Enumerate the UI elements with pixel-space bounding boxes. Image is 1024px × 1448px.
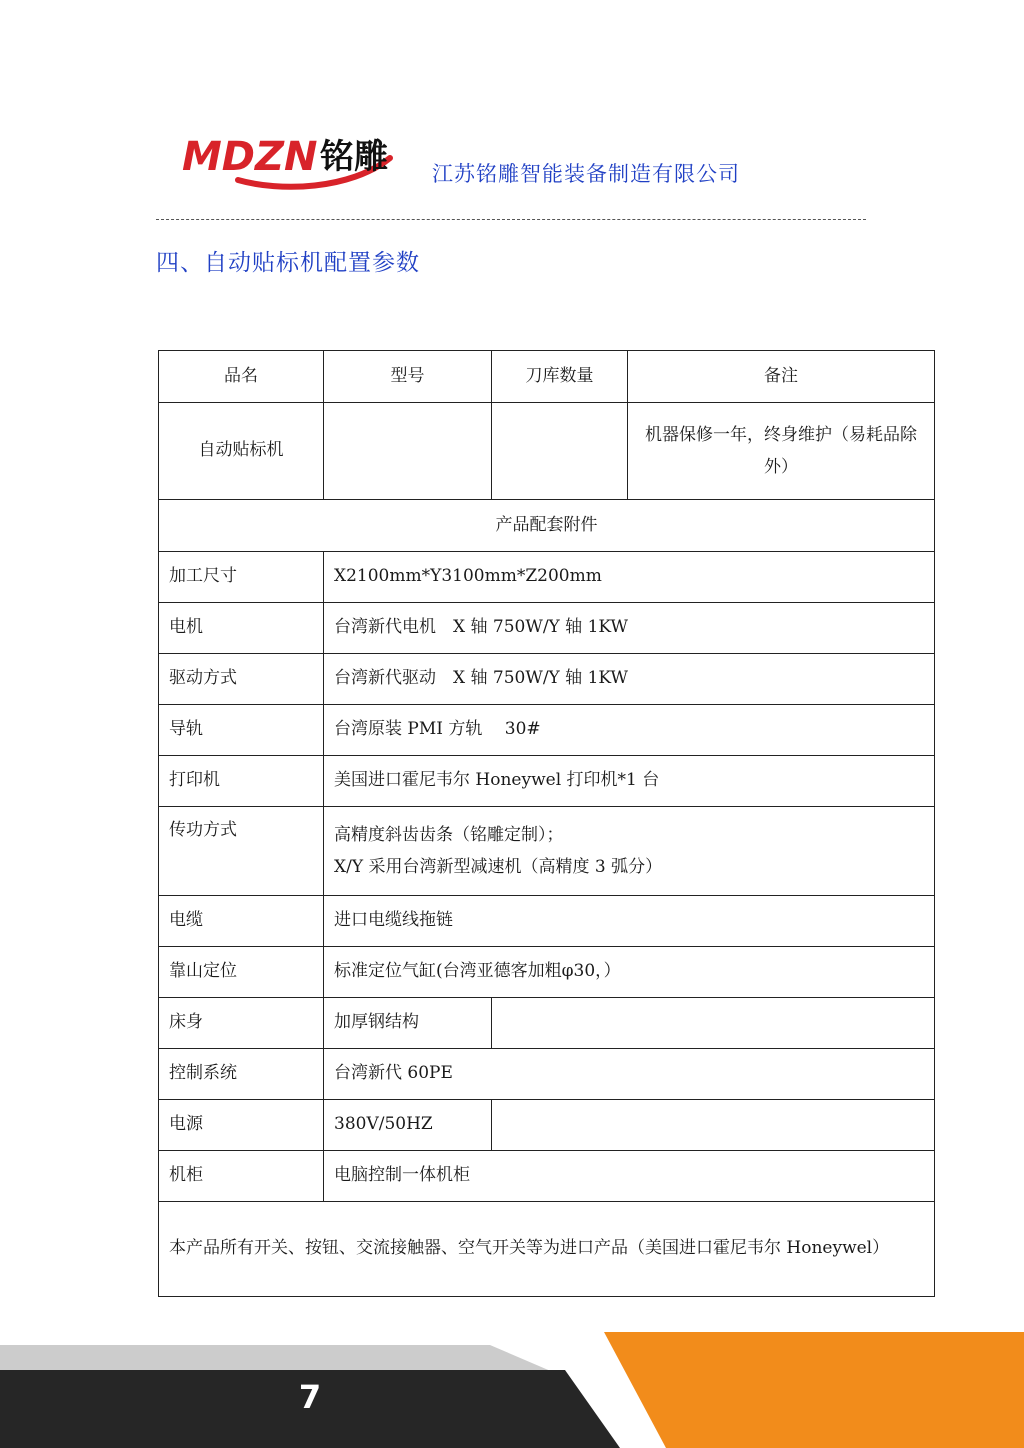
- row-label: 电机: [159, 603, 324, 654]
- row-label: 打印机: [159, 756, 324, 807]
- spec-table: [158, 350, 935, 1297]
- row-value-line: X/Y 采用台湾新型减速机（高精度 3 弧分）: [334, 857, 663, 877]
- row-value: 加厚钢结构: [324, 998, 492, 1049]
- row-value: 标准定位气缸(台湾亚德客加粗φ30，）: [324, 947, 935, 998]
- row-label: 机柜: [159, 1151, 324, 1202]
- footer-orange-bar: [604, 1332, 1024, 1448]
- table-row: [159, 552, 935, 603]
- company-logo: [180, 120, 420, 192]
- table-row: [159, 1049, 935, 1100]
- table-row: [159, 603, 935, 654]
- section-title: 四、自动贴标机配置参数: [156, 250, 420, 276]
- svg-text:铭雕: 铭雕: [320, 137, 388, 177]
- row-label: 电源: [159, 1100, 324, 1151]
- company-name: 江苏铭雕智能装备制造有限公司: [432, 162, 740, 186]
- header-model: 型号: [324, 351, 492, 403]
- table-row: [159, 998, 935, 1049]
- header-note: 备注: [628, 351, 935, 403]
- header-tool-count: 刀库数量: [492, 351, 628, 403]
- row-value: [324, 807, 935, 896]
- row-label: 靠山定位: [159, 947, 324, 998]
- row-value: 进口电缆线拖链: [324, 896, 935, 947]
- accessories-title-row: [159, 500, 935, 552]
- table-row: [159, 1151, 935, 1202]
- table-row: [159, 947, 935, 998]
- table-row: [159, 654, 935, 705]
- row-value: 台湾新代驱动 X 轴 750W/Y 轴 1KW: [324, 654, 935, 705]
- row-value: 台湾新代电机 X 轴 750W/Y 轴 1KW: [324, 603, 935, 654]
- product-name: 自动贴标机: [159, 403, 324, 500]
- row-label: 床身: [159, 998, 324, 1049]
- row-value: X2100mm*Y3100mm*Z200mm: [324, 552, 935, 603]
- table-row: [159, 705, 935, 756]
- row-value: 台湾原装 PMI 方轨 30#: [324, 705, 935, 756]
- table-row: [159, 1100, 935, 1151]
- row-label: 电缆: [159, 896, 324, 947]
- row-label: 控制系统: [159, 1049, 324, 1100]
- row-label: 加工尺寸: [159, 552, 324, 603]
- row-value: 美国进口霍尼韦尔 Honeywel 打印机*1 台: [324, 756, 935, 807]
- row-label: 传功方式: [159, 807, 324, 896]
- product-row: [159, 403, 935, 500]
- row-label: 驱动方式: [159, 654, 324, 705]
- row-empty-cell: [492, 998, 935, 1049]
- svg-text:MDZN: MDZN: [182, 134, 318, 180]
- header-name: 品名: [159, 351, 324, 403]
- footer-note: 本产品所有开关、按钮、交流接触器、空气开关等为进口产品（美国进口霍尼韦尔 Honeywel）: [159, 1202, 935, 1297]
- row-value: 电脑控制一体机柜: [324, 1151, 935, 1202]
- row-label: 导轨: [159, 705, 324, 756]
- row-value: 台湾新代 60PE: [324, 1049, 935, 1100]
- row-value: 380V/50HZ: [324, 1100, 492, 1151]
- header-divider: [156, 219, 866, 220]
- row-value-line: 高精度斜齿齿条（铭雕定制）；: [334, 824, 564, 845]
- page-number: 7: [298, 1378, 322, 1416]
- table-row: [159, 896, 935, 947]
- table-row: [159, 807, 935, 896]
- table-row: [159, 756, 935, 807]
- table-header-row: [159, 351, 935, 403]
- footer-note-row: [159, 1202, 935, 1297]
- product-note: 机器保修一年，终身维护（易耗品除外）: [628, 403, 935, 500]
- accessories-title: 产品配套附件: [159, 500, 935, 552]
- product-tool-count: [492, 403, 628, 500]
- row-empty-cell: [492, 1100, 935, 1151]
- product-model: [324, 403, 492, 500]
